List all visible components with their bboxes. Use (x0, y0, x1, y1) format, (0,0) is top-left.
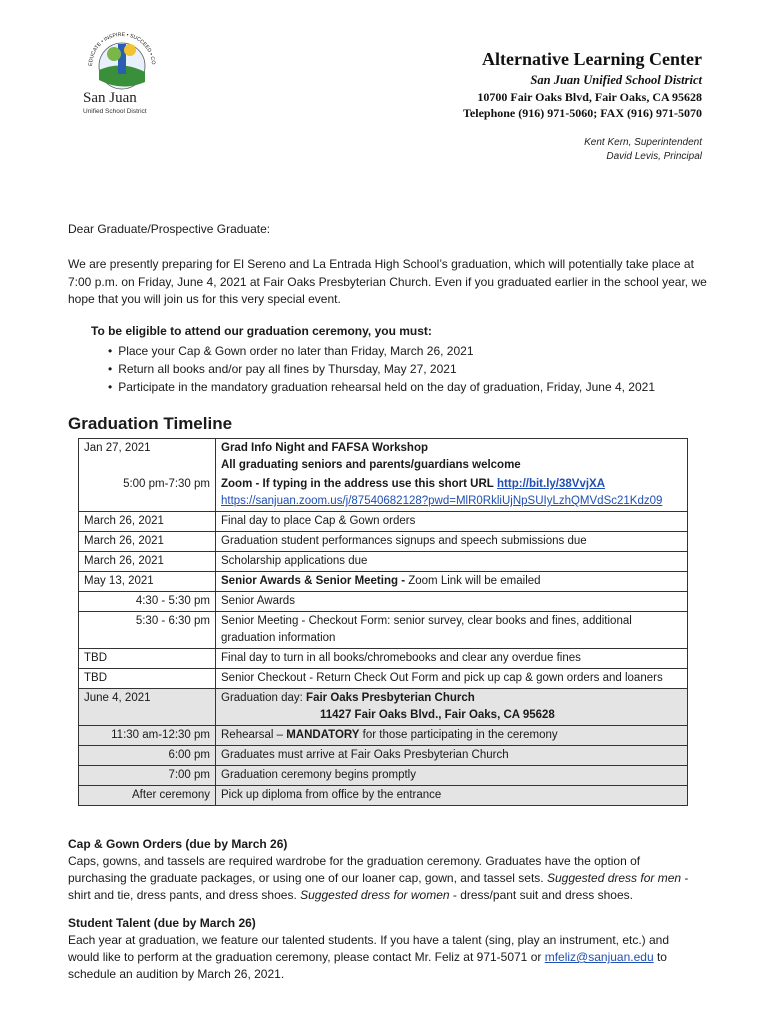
event-cell (216, 726, 688, 746)
logo-ring-text: EDUCATE • INSPIRE • SUCCEED • CO (87, 31, 157, 67)
time-cell: 11:30 am-12:30 pm (79, 726, 216, 746)
school-address: 10700 Fair Oaks Blvd, Fair Oaks, CA 95628 (477, 90, 702, 104)
requirement-item: • Return all books and/or pay all fines by Thursday, May 27, 2021 (108, 360, 655, 378)
requirements-list (108, 342, 655, 396)
event-text: Rehearsal – (221, 729, 287, 741)
cap-gown-paragraph (68, 853, 700, 904)
table-row (79, 746, 688, 766)
venue-name: Fair Oaks Presbyterian Church (306, 692, 475, 704)
table-row (79, 572, 688, 592)
cap-gown-text: Caps, gowns, and tassels are required wardrobe for the graduation ceremony. Graduates have the option of purchasing the graduate packages, or using one of our loaner cap, gown, and tassel sets. (68, 854, 641, 885)
event-label: Graduation day: (221, 692, 303, 704)
event-text: for those participating in the ceremony (359, 729, 558, 741)
event-bold: MANDATORY (286, 729, 360, 741)
time-cell: 7:00 pm (79, 766, 216, 786)
event-cell: Senior Meeting - Checkout Form: senior survey, clear books and fines, additional graduation information (216, 612, 688, 649)
women-dress-label: Suggested dress for women (300, 888, 450, 902)
event-cell: Pick up diploma from office by the entrance (216, 786, 688, 806)
talent-section (68, 915, 700, 983)
email-link[interactable]: mfeliz@sanjuan.edu (544, 950, 654, 964)
date-cell: March 26, 2021 (79, 512, 216, 532)
event-cell: Final day to place Cap & Gown orders (216, 512, 688, 532)
event-cell (216, 475, 688, 512)
logo-name: San Juan (83, 90, 137, 106)
school-phone: Telephone (916) 971-5060; FAX (916) 971-5070 (463, 106, 702, 120)
table-row (79, 439, 688, 476)
talent-text-end: to schedule an audition by March 26, 2021. (68, 950, 667, 981)
event-cell: Senior Awards (216, 592, 688, 612)
table-row (79, 552, 688, 572)
event-bold: Senior Awards & Senior Meeting - (221, 575, 406, 587)
venue-address: 11427 Fair Oaks Blvd., Fair Oaks, CA 95628 (320, 709, 555, 721)
time-cell: 4:30 - 5:30 pm (79, 592, 216, 612)
staff-block (584, 136, 702, 164)
event-subtitle: All graduating seniors and parents/guardians welcome (221, 459, 521, 471)
table-row (79, 612, 688, 649)
date-cell: TBD (79, 669, 216, 689)
event-cell (216, 439, 688, 476)
women-dress-text: - dress/pant suit and dress shoes. (449, 888, 633, 902)
superintendent: Kent Kern, Superintendent (584, 137, 702, 148)
event-cell: Senior Checkout - Return Check Out Form and pick up cap & gown orders and loaners (216, 669, 688, 689)
table-row (79, 532, 688, 552)
event-cell: Graduation student performances signups and speech submissions due (216, 532, 688, 552)
talent-paragraph (68, 932, 700, 983)
table-row (79, 475, 688, 512)
event-title: Grad Info Night and FAFSA Workshop (221, 442, 428, 454)
time-cell: After ceremony (79, 786, 216, 806)
table-row (79, 592, 688, 612)
time-cell: 6:00 pm (79, 746, 216, 766)
event-cell (216, 572, 688, 592)
event-cell (216, 689, 688, 726)
table-row (79, 786, 688, 806)
eligibility-heading: To be eligible to attend our graduation ceremony, you must: (91, 324, 432, 338)
table-row (79, 669, 688, 689)
time-cell: 5:30 - 6:30 pm (79, 612, 216, 649)
district-name: San Juan Unified School District (530, 73, 702, 87)
talent-heading: Student Talent (due by March 26) (68, 916, 256, 930)
event-cell: Scholarship applications due (216, 552, 688, 572)
timeline-title: Graduation Timeline (68, 414, 233, 433)
event-cell: Final day to turn in all books/chromebooks and clear any overdue fines (216, 649, 688, 669)
event-cell: Graduates must arrive at Fair Oaks Presbyterian Church (216, 746, 688, 766)
logo-subtitle: Unified School District (83, 108, 147, 115)
date-cell: June 4, 2021 (79, 689, 216, 726)
zoom-long-link[interactable]: https://sanjuan.zoom.us/j/87540682128?pwd=MlR0RkliUjNpSUIyLzhQMVdSc21Kdz09 (221, 495, 663, 507)
table-row (79, 689, 688, 726)
requirement-item: • Participate in the mandatory graduation rehearsal held on the day of graduation, Friday, June 4, 2021 (108, 378, 655, 396)
letterhead (463, 48, 702, 121)
cap-gown-heading: Cap & Gown Orders (due by March 26) (68, 837, 288, 851)
talent-text: Each year at graduation, we feature our talented students. If you have a talent (sing, play an instrument, etc.) and would like to perform at the graduation ceremony, please contact Mr. Feliz at 971-5071 or (68, 933, 670, 964)
zoom-short-link[interactable]: http://bit.ly/38VvjXA (497, 478, 606, 490)
table-row (79, 766, 688, 786)
greeting: Dear Graduate/Prospective Graduate: (68, 222, 271, 236)
school-name: Alternative Learning Center (482, 49, 702, 69)
time-cell: 5:00 pm-7:30 pm (79, 475, 216, 512)
table-row (79, 649, 688, 669)
zoom-label: Zoom - If typing in the address use this short URL (221, 478, 494, 490)
men-dress-label: Suggested dress for men (546, 871, 682, 885)
graduation-timeline-table (78, 438, 688, 806)
event-text: Zoom Link will be emailed (405, 575, 541, 587)
table-row (79, 512, 688, 532)
requirement-item: • Place your Cap & Gown order no later than Friday, March 26, 2021 (108, 342, 655, 360)
event-cell: Graduation ceremony begins promptly (216, 766, 688, 786)
table-row (79, 726, 688, 746)
principal: David Levis, Principal (606, 151, 702, 162)
date-cell: Jan 27, 2021 (79, 439, 216, 476)
cap-gown-section (68, 836, 700, 904)
date-cell: May 13, 2021 (79, 572, 216, 592)
intro-paragraph: We are presently preparing for El Sereno and La Entrada High School’s graduation, which will potentially take place at 7:00 p.m. on Friday, June 4, 2021 at Fair Oaks Presbyterian Church. Even if you graduated earlier in the school year, we hope that you will join us for this very special event. (68, 257, 707, 306)
date-cell: March 26, 2021 (79, 552, 216, 572)
men-dress-text: - shirt and tie, dress pants, and dress shoes. (68, 871, 689, 902)
date-cell: March 26, 2021 (79, 532, 216, 552)
date-cell: TBD (79, 649, 216, 669)
